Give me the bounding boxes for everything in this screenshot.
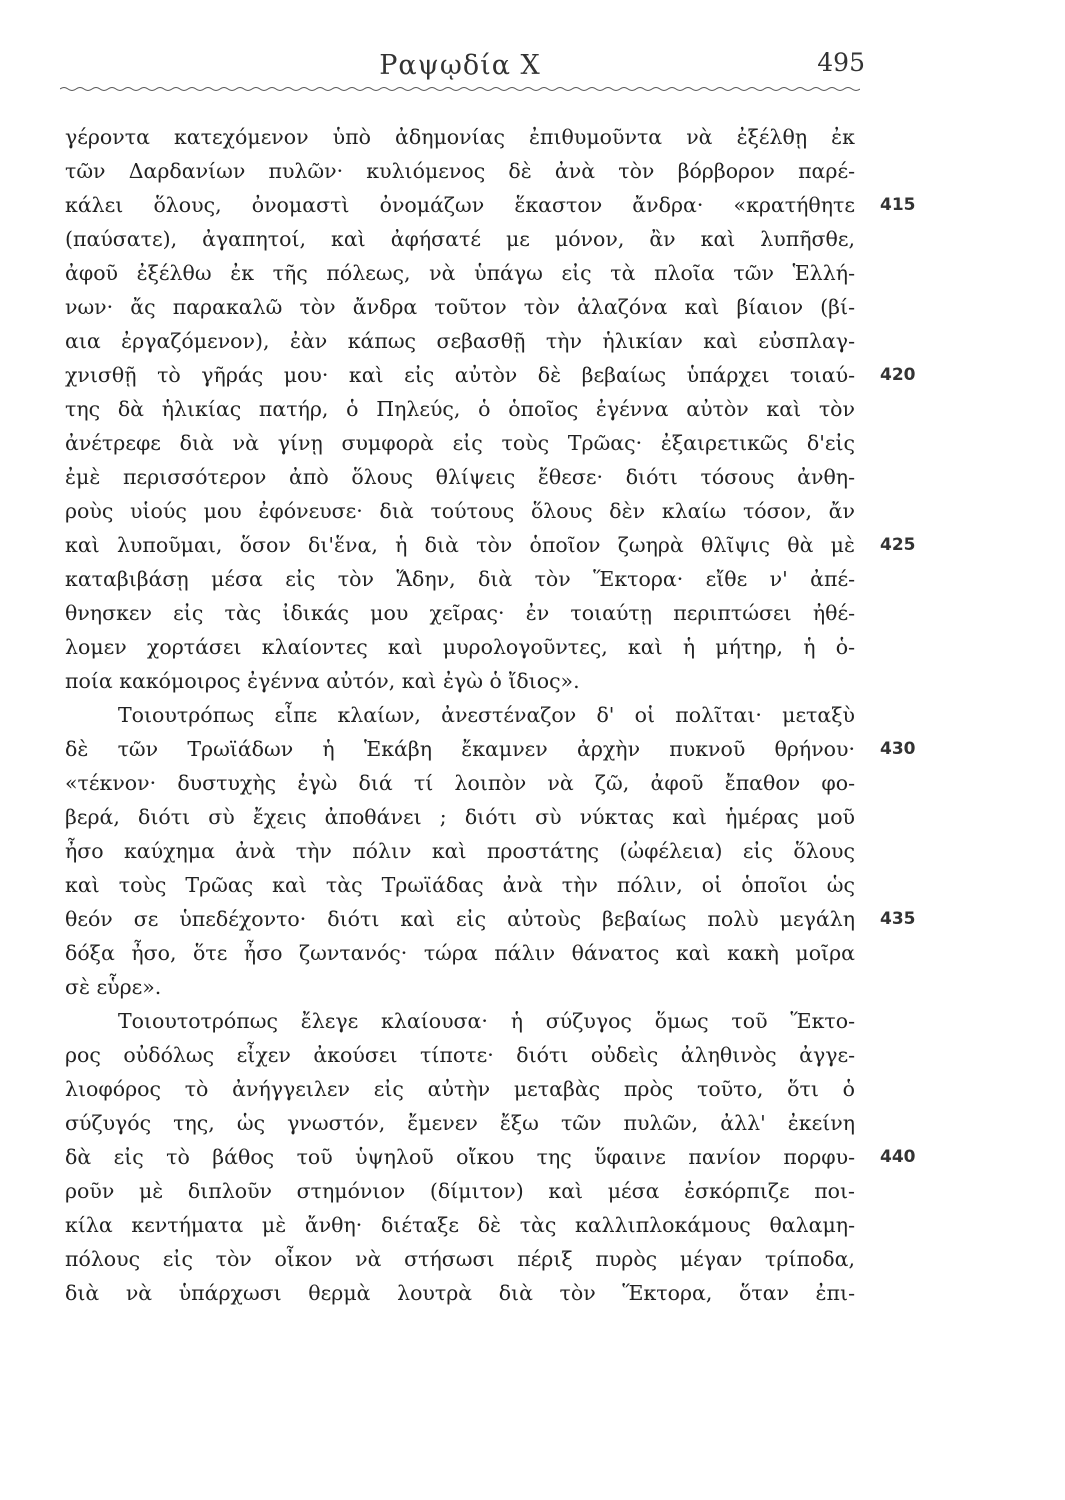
text-line: ποία κακόμοιρος ἐγέννα αὐτόν, καὶ ἐγὼ ὁ ἴδιος». (65, 669, 580, 693)
text-line: κίλα κεντήματα μὲ ἄνθη· διέταξε δὲ τὰς καλλιπλοκάμους θαλαμη- (65, 1213, 855, 1237)
text-line: ἦσο καύχημα ἀνὰ τὴν πόλιν καὶ προστάτης (ὠφέλεια) εἰς ὅλους (65, 839, 855, 863)
page-number: 495 (817, 48, 865, 77)
text-line: χνισθῇ τὸ γῆράς μου· καὶ εἰς αὐτὸν δὲ βεβαίως ὑπάρχει τοιαύ- (65, 363, 855, 387)
line-number-420: 420 (880, 365, 916, 385)
text-line: κάλει ὅλους, ὀνομαστὶ ὀνομάζων ἕκαστον ἄνδρα· «κρατήθητε (65, 193, 855, 217)
text-line: σὲ εὗρε». (65, 975, 162, 999)
text-line: της δὰ ἡλικίας πατήρ, ὁ Πηλεύς, ὁ ὁποῖος ἐγέννα αὐτὸν καὶ τὸν (65, 397, 855, 421)
paragraph-start-line: Τοιουτοτρόπως ἔλεγε κλαίουσα· ἡ σύζυγος ὅμως τοῦ Ἕκτο- (118, 1009, 855, 1033)
text-line: καὶ τοὺς Τρῶας καὶ τὰς Τρωϊάδας ἀνὰ τὴν πόλιν, οἱ ὁποῖοι ὡς (65, 873, 855, 897)
text-line: αια ἐργαζόμενον), ἐὰν κάπως σεβασθῇ τὴν ἡλικίαν καὶ εὐσπλαγ- (65, 329, 855, 353)
text-line: σύζυγός της, ὡς γνωστόν, ἔμενεν ἔξω τῶν πυλῶν, ἀλλ' ἐκείνη (65, 1111, 855, 1135)
text-line: ἐμὲ περισσότερον ἀπὸ ὅλους θλίψεις ἔθεσε· διότι τόσους ἀνθη- (65, 465, 855, 489)
text-line: δὲ τῶν Τρωϊάδων ἡ Ἑκάβη ἔκαμνεν ἀρχὴν πυκνοῦ θρήνου· (65, 737, 855, 761)
text-line: θεόν σε ὑπεδέχοντο· διότι καὶ εἰς αὐτοὺς βεβαίως πολὺ μεγάλη (65, 907, 855, 931)
text-line: «τέκνον· δυστυχὴς ἐγὼ διά τί λοιπὸν νὰ ζῶ, ἀφοῦ ἔπαθον φο- (65, 771, 855, 795)
text-line: (παύσατε), ἀγαπητοί, καὶ ἀφήσατέ με μόνον, ἂν καὶ λυπῆσθε, (65, 227, 855, 251)
text-line: καὶ λυποῦμαι, ὅσον δι'ἕνα, ἡ διὰ τὸν ὁποῖον ζωηρὰ θλῖψις θὰ μὲ (65, 533, 855, 557)
text-line: δόξα ἦσο, ὅτε ἦσο ζωντανός· τώρα πάλιν θάνατος καὶ κακὴ μοῖρα (65, 941, 855, 965)
line-number-430: 430 (880, 739, 916, 759)
text-line: νων· ἄς παρακαλῶ τὸν ἄνδρα τοῦτον τὸν ἀλαζόνα καὶ βίαιον (βί- (65, 295, 855, 319)
text-line: καταβιβάσῃ μέσα εἰς τὸν Ἅδην, διὰ τὸν Ἕκτορα· εἴθε ν' ἀπέ- (65, 567, 855, 591)
text-line: θνησκεν εἰς τὰς ἰδικάς μου χεῖρας· ἐν τοιαύτῃ περιπτώσει ἠθέ- (65, 601, 855, 625)
line-number-425: 425 (880, 535, 916, 555)
text-line: λιοφόρος τὸ ἀνήγγειλεν εἰς αὐτὴν μεταβὰς πρὸς τοῦτο, ὅτι ὁ (65, 1077, 855, 1101)
paragraph-start-line: Τοιουτρόπως εἶπε κλαίων, ἀνεστέναζον δ' οἱ πολῖται· μεταξὺ (118, 703, 855, 727)
running-head-title: Ραψῳδία Χ (379, 50, 541, 81)
line-number-435: 435 (880, 909, 916, 929)
text-line: ἀφοῦ ἐξέλθω ἐκ τῆς πόλεως, νὰ ὑπάγω εἰς τὰ πλοῖα τῶν Ἑλλή- (65, 261, 855, 285)
text-line: ἀνέτρεφε διὰ νὰ γίνῃ συμφορὰ εἰς τοὺς Τρῶας· ἐξαιρετικῶς δ'εἰς (65, 431, 855, 455)
text-line: γέροντα κατεχόμενον ὑπὸ ἀδημονίας ἐπιθυμοῦντα νὰ ἐξέλθῃ ἐκ (65, 125, 855, 149)
header-rule (60, 84, 860, 94)
line-number-440: 440 (880, 1147, 916, 1167)
text-line: ροὺς υἱούς μου ἐφόνευσε· διὰ τούτους ὅλους δὲν κλαίω τόσον, ἄν (65, 499, 855, 523)
line-number-415: 415 (880, 195, 916, 215)
text-line: διὰ νὰ ὑπάρχωσι θερμὰ λουτρὰ διὰ τὸν Ἕκτορα, ὅταν ἐπι- (65, 1281, 855, 1305)
text-line: λομεν χορτάσει κλαίοντες καὶ μυρολογοῦντες, καὶ ἡ μήτηρ, ἡ ὁ- (65, 635, 855, 659)
text-line: βερά, διότι σὺ ἔχεις ἀποθάνει ; διότι σὺ νύκτας καὶ ἡμέρας μοῦ (65, 805, 855, 829)
text-line: ρος οὐδόλως εἶχεν ἀκούσει τίποτε· διότι οὐδεὶς ἀληθινὸς ἀγγε- (65, 1043, 855, 1067)
text-line: τῶν Δαρδανίων πυλῶν· κυλιόμενος δὲ ἀνὰ τὸν βόρβορον παρέ- (65, 159, 855, 183)
text-line: πόλους εἰς τὸν οἶκον νὰ στήσωσι πέριξ πυρὸς μέγαν τρίποδα, (65, 1247, 855, 1271)
text-line: ροῦν μὲ διπλοῦν στημόνιον (δίμιτον) καὶ μέσα ἐσκόρπιζε ποι- (65, 1179, 855, 1203)
text-line: δὰ εἰς τὸ βάθος τοῦ ὑψηλοῦ οἴκου της ὕφαινε πανίον πορφυ- (65, 1145, 855, 1169)
